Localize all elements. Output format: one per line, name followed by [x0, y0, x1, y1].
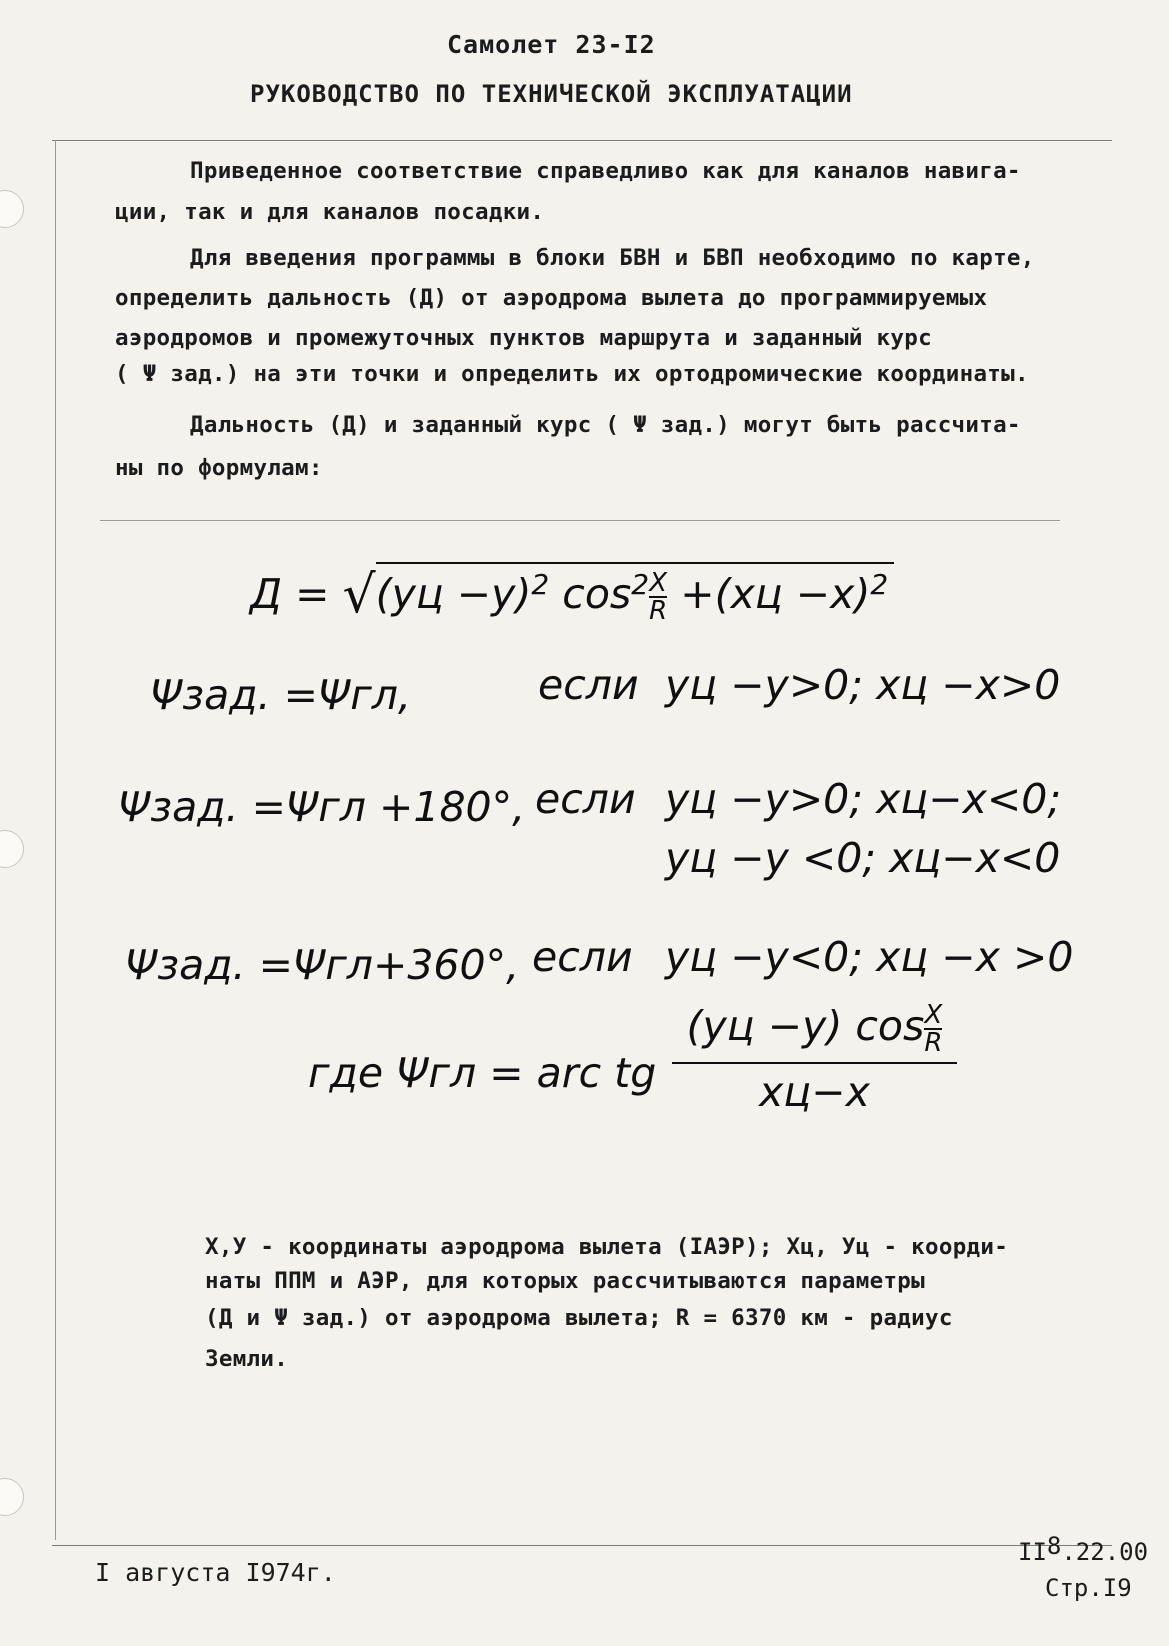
- bottom-frame-rule: [52, 1545, 1112, 1546]
- fraction-denominator: xц−x: [759, 1068, 870, 1116]
- heading-case-3-if: если: [532, 933, 633, 981]
- document-code: II8.22.00: [1018, 1532, 1149, 1566]
- heading-case-1-lhs: Ψзад. =Ψгл,: [150, 671, 412, 719]
- great-circle-heading-lhs: где Ψгл = arc tg: [308, 1049, 657, 1097]
- fraction-numerator: (yц −y) cos $\frac{X}{R}$: [672, 1002, 957, 1064]
- heading-case-2-if: если: [535, 775, 636, 823]
- paragraph-2-line-3: аэродромов и промежуточных пунктов маршрута и заданный курс: [115, 325, 932, 351]
- formula-separator-rule: [100, 520, 1060, 521]
- notes-line-1: X,У - координаты аэродрома вылета (IАЭР); Хц, Уц - коорди-: [205, 1234, 1009, 1260]
- aircraft-title: Самолет 23-I2: [447, 30, 656, 59]
- left-frame-rule: [55, 140, 56, 1540]
- great-circle-heading-fraction: [672, 1000, 957, 1116]
- distance-formula: [250, 565, 894, 624]
- manual-title: РУКОВОДСТВО ПО ТЕХНИЧЕСКОЙ ЭКСПЛУАТАЦИИ: [250, 80, 853, 108]
- paragraph-2-line-2: определить дальность (Д) от аэродрома вылета до программируемых: [115, 285, 988, 311]
- paragraph-1-line-2: ции, так и для каналов посадки.: [115, 199, 545, 225]
- binder-hole-bottom: [0, 1478, 24, 1516]
- binder-hole-top: [0, 190, 24, 228]
- binder-hole-middle: [0, 830, 24, 868]
- heading-case-2-lhs: Ψзад. =Ψгл +180°,: [118, 783, 526, 831]
- top-frame-rule: [52, 140, 1112, 141]
- paragraph-3-line-2: ны по формулам:: [115, 455, 323, 481]
- paragraph-2-line-1: Для введения программы в блоки БВН и БВП необходимо по карте,: [190, 245, 1035, 271]
- heading-case-2-condition-2: yц −y <0; xц−x<0: [665, 834, 1061, 882]
- heading-case-1-if: если: [538, 661, 639, 709]
- issue-date: I августа I974г.: [95, 1558, 336, 1587]
- page-number: Стр.I9: [1045, 1574, 1132, 1602]
- heading-case-1-condition: yц −y>0; xц −x>0: [665, 661, 1061, 709]
- notes-line-2: наты ППМ и АЭР, для которых рассчитываются параметры: [205, 1268, 925, 1294]
- notes-line-4: Земли.: [205, 1346, 289, 1372]
- distance-radicand: (yц −y)$^2$ $\cos^2$ $\frac{X}{R}$ +(xц −x)$^2$: [376, 562, 895, 618]
- paragraph-1-line-1: Приведенное соответствие справедливо как для каналов навига-: [190, 158, 1021, 184]
- distance-lhs: Д =: [250, 570, 330, 618]
- paragraph-3-line-1: Дальность (Д) и заданный курс ( Ψ зад.) могут быть рассчита-: [190, 412, 1021, 438]
- heading-case-3-condition: yц −y<0; xц −x >0: [665, 933, 1074, 981]
- paragraph-2-line-4: ( Ψ зад.) на эти точки и определить их ортодромические координаты.: [115, 361, 1029, 387]
- radical-sign: √: [342, 565, 376, 625]
- notes-line-3: (Д и Ψ зад.) от аэродрома вылета; R = 6370 км - радиус: [205, 1305, 953, 1331]
- heading-case-3-lhs: Ψзад. =Ψгл+360°,: [125, 941, 520, 989]
- heading-case-2-condition-1: yц −y>0; xц−x<0;: [665, 775, 1062, 823]
